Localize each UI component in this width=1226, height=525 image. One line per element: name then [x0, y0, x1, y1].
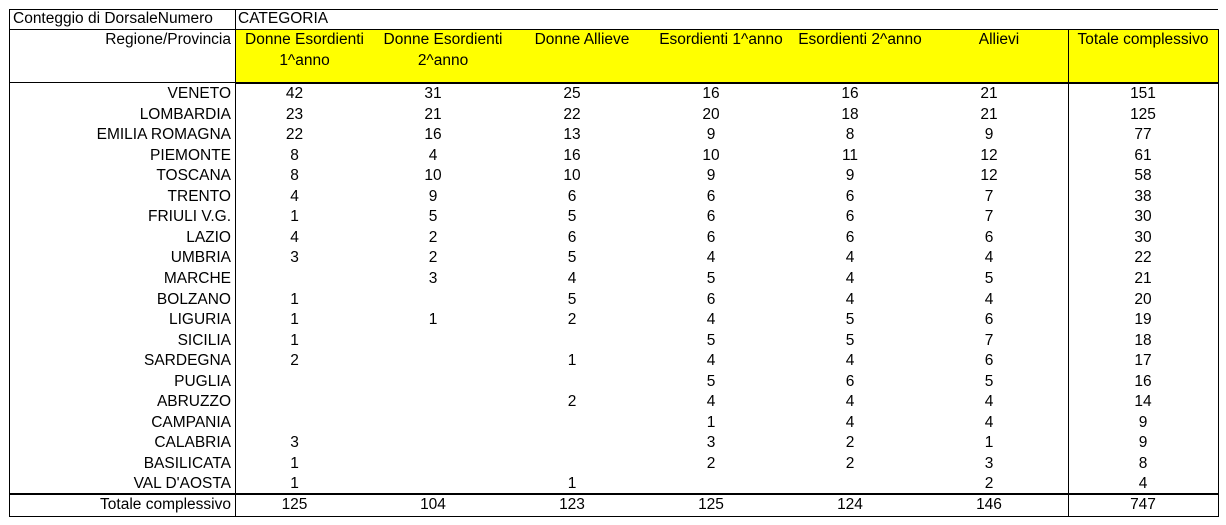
border-right	[1218, 29, 1219, 517]
table-cell: 2	[428, 228, 438, 246]
count-label: Conteggio di DorsaleNumero	[13, 10, 213, 27]
table-cell: 4	[845, 290, 855, 308]
region-label: MARCHE	[163, 269, 231, 287]
table-cell: 1	[290, 454, 299, 472]
table-cell: 4	[845, 413, 855, 431]
row-total: 9	[1138, 434, 1148, 452]
region-label: VENETO	[167, 85, 231, 102]
table-cell: 4	[706, 352, 716, 370]
region-label: PIEMONTE	[150, 146, 231, 164]
table-cell	[502, 433, 642, 453]
total-column-header: Totale complessivo	[1077, 31, 1209, 48]
table-cell: 21	[980, 85, 998, 102]
grand-total-cell: 104	[420, 496, 446, 513]
table-cell: 2	[984, 475, 994, 493]
table-cell: 6	[845, 187, 855, 205]
table-cell: 16	[841, 85, 859, 102]
table-cell: 8	[845, 126, 855, 144]
table-cell: 5	[706, 331, 716, 349]
table-cell: 2	[290, 352, 299, 370]
column-header-5-line-1: Esordienti 2^anno	[798, 31, 922, 48]
table-cell: 12	[980, 167, 998, 185]
table-cell: 10	[563, 167, 581, 185]
table-cell: 3	[428, 269, 438, 287]
table-cell: 4	[845, 269, 855, 287]
table-cell: 1	[290, 475, 299, 493]
table-cell: 6	[706, 228, 716, 246]
region-label: LOMBARDIA	[139, 105, 231, 123]
table-cell: 4	[845, 249, 855, 267]
table-cell: 6	[845, 208, 855, 226]
row-total: 19	[1134, 311, 1152, 329]
table-cell: 5	[984, 269, 994, 287]
table-cell: 7	[984, 208, 994, 226]
table-cell: 4	[984, 393, 994, 411]
table-cell: 16	[563, 146, 581, 164]
column-header-3-line-2	[512, 51, 652, 71]
table-cell	[502, 372, 642, 392]
table-cell: 9	[706, 126, 716, 144]
table-cell: 2	[567, 393, 577, 411]
region-label: TRENTO	[167, 187, 231, 205]
table-cell: 25	[563, 85, 581, 102]
column-header-2-line-2: 2^anno	[417, 52, 469, 69]
table-cell: 1	[428, 311, 438, 329]
table-cell	[502, 413, 642, 433]
row-total: 58	[1134, 167, 1152, 185]
table-cell	[364, 372, 502, 392]
region-label: CAMPANIA	[151, 413, 231, 431]
table-cell: 5	[706, 372, 716, 390]
table-cell: 6	[706, 187, 716, 205]
row-total: 125	[1130, 105, 1156, 123]
table-cell: 21	[424, 105, 442, 123]
region-label: TOSCANA	[156, 167, 231, 185]
table-cell: 12	[980, 146, 998, 164]
table-cell: 18	[841, 105, 859, 123]
table-cell: 1	[984, 434, 994, 452]
table-cell: 31	[424, 85, 442, 102]
table-cell: 6	[845, 372, 855, 390]
region-label: CALABRIA	[154, 434, 231, 452]
column-header-1-line-2: 1^anno	[279, 52, 330, 69]
table-cell: 13	[563, 126, 581, 144]
table-cell: 4	[706, 249, 716, 267]
row-total: 16	[1134, 372, 1152, 390]
table-cell: 4	[845, 393, 855, 411]
grand-total-value: 747	[1130, 496, 1156, 513]
table-cell: 1	[706, 413, 716, 431]
table-cell: 22	[563, 105, 581, 123]
table-cell: 4	[290, 187, 299, 205]
table-cell: 10	[702, 146, 720, 164]
row-total: 30	[1134, 208, 1152, 226]
border-top	[9, 9, 1218, 10]
table-cell	[364, 433, 502, 453]
table-cell: 5	[428, 208, 438, 226]
table-cell: 16	[424, 126, 442, 144]
table-cell: 1	[290, 331, 299, 349]
region-label: BASILICATA	[143, 454, 231, 472]
label-column-divider	[235, 9, 236, 517]
table-cell: 1	[290, 311, 299, 329]
table-cell: 5	[845, 331, 855, 349]
border-left	[9, 9, 10, 517]
column-header-6-line-2	[930, 51, 1068, 71]
table-cell: 2	[845, 434, 855, 452]
table-cell: 9	[428, 187, 438, 205]
column-header-4-line-2	[652, 51, 790, 71]
grand-total-top-line-2	[9, 494, 1218, 495]
table-cell: 20	[702, 105, 720, 123]
border-bottom	[9, 516, 1218, 517]
table-cell	[364, 413, 502, 433]
region-label: VAL D'AOSTA	[133, 475, 231, 493]
table-cell: 4	[984, 249, 994, 267]
table-cell: 9	[845, 167, 855, 185]
table-cell: 5	[845, 311, 855, 329]
table-cell: 6	[984, 352, 994, 370]
table-cell	[364, 351, 502, 371]
row-total: 4	[1138, 475, 1148, 493]
region-label: ABRUZZO	[156, 393, 231, 411]
table-cell: 23	[285, 105, 304, 123]
table-cell: 4	[290, 228, 299, 246]
header-bottom-line-2	[235, 83, 1218, 84]
table-cell: 11	[841, 146, 859, 164]
table-cell: 6	[706, 290, 716, 308]
table-cell	[225, 269, 364, 289]
region-label: PUGLIA	[174, 372, 231, 390]
row1-bottom-left	[9, 29, 235, 30]
grand-total-cell: 123	[559, 496, 585, 513]
table-cell: 6	[706, 208, 716, 226]
table-cell	[502, 454, 642, 474]
table-cell	[225, 392, 364, 412]
table-cell: 4	[706, 393, 716, 411]
table-cell: 2	[706, 454, 716, 472]
table-cell: 4	[706, 311, 716, 329]
table-cell: 6	[984, 228, 994, 246]
table-cell: 6	[567, 187, 577, 205]
table-cell: 9	[984, 126, 994, 144]
table-cell: 5	[567, 290, 577, 308]
region-label: EMILIA ROMAGNA	[96, 126, 231, 144]
table-cell	[364, 474, 502, 494]
table-cell: 2	[845, 454, 855, 472]
row-total: 22	[1134, 249, 1152, 267]
table-cell: 7	[984, 331, 994, 349]
table-cell: 3	[290, 434, 299, 452]
row-total: 20	[1134, 290, 1152, 308]
column-header-1-line-1: Donne Esordienti	[245, 31, 364, 48]
table-cell: 21	[980, 105, 998, 123]
table-cell: 3	[290, 249, 299, 267]
row-total: 151	[1130, 85, 1156, 102]
grand-total-cell: 146	[976, 496, 1002, 513]
table-cell	[364, 392, 502, 412]
row-total: 38	[1134, 187, 1152, 205]
header-top-line	[235, 29, 1218, 30]
table-cell: 6	[567, 228, 577, 246]
table-cell: 5	[706, 269, 716, 287]
row-header-label: Regione/Provincia	[105, 31, 231, 48]
grand-total-cell: 124	[837, 496, 863, 513]
table-cell: 5	[567, 249, 577, 267]
row-total: 30	[1134, 228, 1152, 246]
total-column-divider	[1068, 29, 1069, 517]
table-cell: 1	[567, 475, 577, 493]
table-cell	[502, 331, 642, 351]
table-cell: 16	[702, 85, 720, 102]
column-header-6-line-1: Allievi	[978, 31, 1020, 48]
column-header-2-line-1: Donne Esordienti	[383, 31, 503, 48]
table-cell	[364, 290, 502, 310]
region-label: FRIULI V.G.	[148, 208, 231, 226]
table-cell: 3	[984, 454, 994, 472]
row-total: 14	[1134, 393, 1152, 411]
row-total: 18	[1134, 331, 1152, 349]
region-label: BOLZANO	[156, 290, 231, 308]
table-cell: 10	[424, 167, 442, 185]
table-cell: 4	[984, 290, 994, 308]
table-cell: 6	[984, 311, 994, 329]
table-cell: 7	[984, 187, 994, 205]
table-cell: 22	[285, 126, 304, 144]
table-cell: 8	[290, 146, 299, 164]
row-total: 17	[1134, 352, 1152, 370]
table-cell: 42	[285, 85, 304, 102]
table-cell: 1	[567, 352, 577, 370]
grand-total-label: Totale complessivo	[100, 496, 231, 513]
table-cell: 8	[290, 167, 299, 185]
table-cell: 1	[290, 208, 299, 226]
row-total: 21	[1134, 269, 1152, 287]
table-cell: 6	[845, 228, 855, 246]
row-total: 8	[1138, 454, 1148, 472]
table-cell: 4	[428, 146, 438, 164]
column-header-5-line-2	[790, 51, 930, 71]
column-header-4-line-1: Esordienti 1^anno	[659, 31, 783, 48]
column-header-3-line-1: Donne Allieve	[534, 31, 630, 48]
table-cell	[364, 331, 502, 351]
table-cell	[225, 372, 364, 392]
table-cell: 4	[567, 269, 577, 287]
region-label: LIGURIA	[168, 311, 231, 329]
table-cell: 9	[706, 167, 716, 185]
region-label: SICILIA	[177, 331, 231, 349]
table-cell: 3	[706, 434, 716, 452]
grand-total-cell: 125	[281, 496, 308, 513]
row-total: 9	[1138, 413, 1148, 431]
table-cell: 2	[428, 249, 438, 267]
region-label: LAZIO	[186, 228, 231, 246]
table-cell: 2	[567, 311, 577, 329]
table-cell	[364, 454, 502, 474]
table-cell	[780, 474, 920, 494]
row-total: 61	[1134, 146, 1152, 164]
table-cell: 5	[984, 372, 994, 390]
table-cell: 1	[290, 290, 299, 308]
table-cell: 5	[567, 208, 577, 226]
region-label: UMBRIA	[170, 249, 231, 267]
grand-total-cell: 125	[698, 496, 724, 513]
category-label: CATEGORIA	[238, 10, 329, 27]
table-cell	[642, 474, 780, 494]
table-cell: 4	[845, 352, 855, 370]
region-label: SARDEGNA	[144, 352, 231, 370]
row-total: 77	[1134, 126, 1152, 144]
table-cell	[225, 413, 364, 433]
table-cell: 4	[984, 413, 994, 431]
